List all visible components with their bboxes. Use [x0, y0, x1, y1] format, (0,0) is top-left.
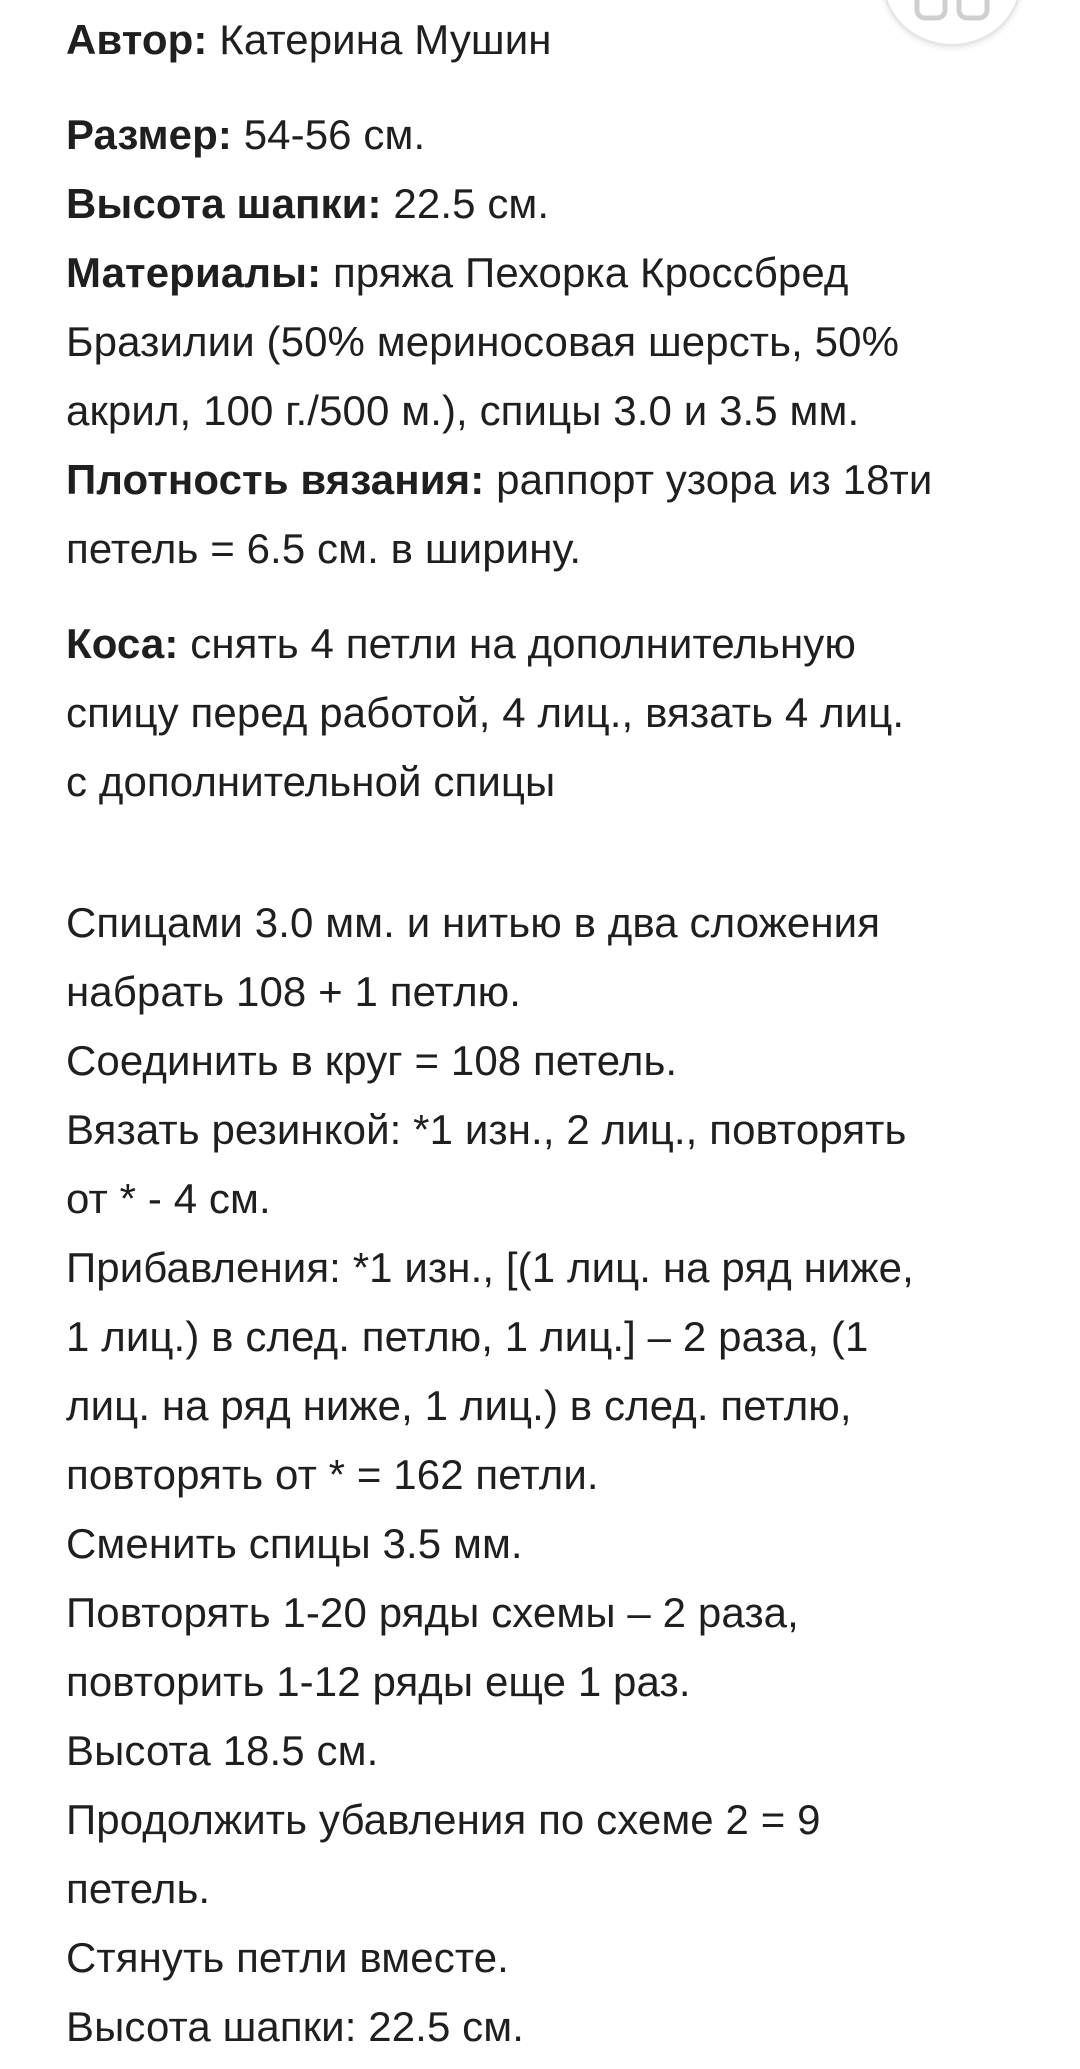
cable-label: Коса:	[66, 620, 179, 667]
instruction-line: повторить 1-12 ряды еще 1 раз.	[66, 1658, 691, 1705]
article-body	[66, 0, 1026, 2061]
materials-line-3: акрил, 100 г./500 м.), спицы 3.0 и 3.5 мм.	[66, 387, 860, 434]
instruction-line: Вязать резинкой: *1 изн., 2 лиц., повторять	[66, 1106, 907, 1153]
materials-line-2: Бразилии (50% мериносовая шерсть, 50%	[66, 318, 900, 365]
cable-line-2: спицу перед работой, 4 лиц., вязать 4 лиц.	[66, 689, 905, 736]
instruction-line: Высота шапки: 22.5 см.	[66, 2003, 525, 2050]
gauge-text: раппорт узора из 18ти	[496, 456, 933, 503]
instruction-line: 1 лиц.) в след. петлю, 1 лиц.] – 2 раза, (1	[66, 1313, 869, 1360]
instruction-line: повторять от * = 162 петли.	[66, 1451, 599, 1498]
gauge-line-2: петель = 6.5 см. в ширину.	[66, 525, 582, 572]
height-value: 22.5 см.	[393, 180, 550, 227]
materials-text: пряжа Пехорка Кроссбред	[332, 249, 849, 296]
gauge-line	[66, 445, 1026, 514]
author-line	[66, 5, 1026, 74]
instruction-line: петель.	[66, 1865, 211, 1912]
cable-line	[66, 609, 1026, 678]
cable-line-3: с дополнительной спицы	[66, 758, 556, 805]
cable-text: снять 4 петли на дополнительную	[190, 620, 856, 667]
instruction-line: набрать 108 + 1 петлю.	[66, 968, 522, 1015]
author-label: Автор:	[66, 16, 208, 63]
materials-label: Материалы:	[66, 249, 322, 296]
instruction-line: Повторять 1-20 ряды схемы – 2 раза,	[66, 1589, 799, 1636]
instruction-line: Прибавления: *1 изн., [(1 лиц. на ряд ниже,	[66, 1244, 914, 1291]
instruction-line: Продолжить убавления по схеме 2 = 9	[66, 1796, 821, 1843]
size-label: Размер:	[66, 111, 232, 158]
materials-line	[66, 238, 1026, 307]
instruction-line: Стянуть петли вместе.	[66, 1934, 509, 1981]
instruction-line: Сменить спицы 3.5 мм.	[66, 1520, 523, 1567]
height-label: Высота шапки:	[66, 180, 382, 227]
height-line	[66, 169, 1026, 238]
size-line	[66, 100, 1026, 169]
instruction-line: Соединить в круг = 108 петель.	[66, 1037, 678, 1084]
instruction-line: от * - 4 см.	[66, 1175, 271, 1222]
gauge-label: Плотность вязания:	[66, 456, 485, 503]
instruction-line: Высота 18.5 см.	[66, 1727, 379, 1774]
author-value: Катерина Мушин	[219, 16, 552, 63]
instruction-line: Спицами 3.0 мм. и нитью в два сложения	[66, 899, 881, 946]
instruction-line: лиц. на ряд ниже, 1 лиц.) в след. петлю,	[66, 1382, 852, 1429]
instructions-block	[66, 888, 1026, 2061]
size-value: 54-56 см.	[243, 111, 426, 158]
